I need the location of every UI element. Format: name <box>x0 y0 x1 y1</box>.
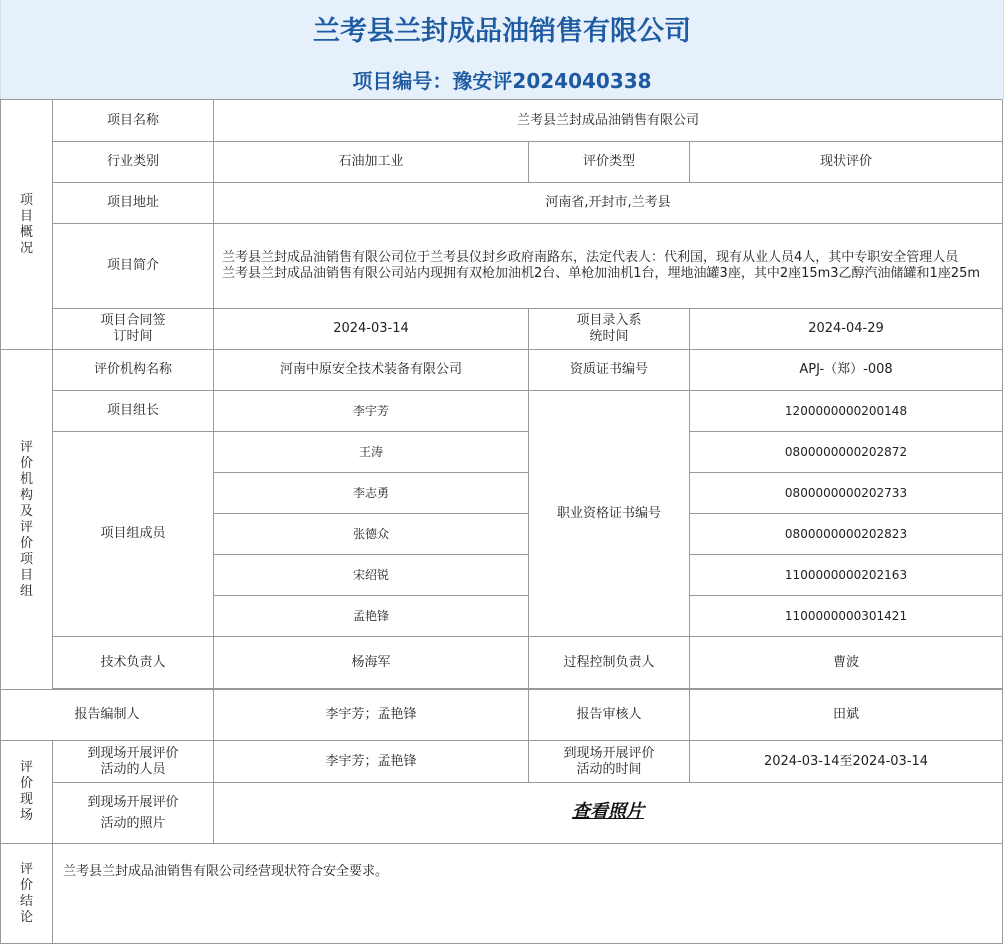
eval-type-label: 评价类型 <box>529 142 690 183</box>
site-staff-value: 李宇芳；孟艳锋 <box>214 741 529 783</box>
qualification-label: 职业资格证书编号 <box>529 391 690 637</box>
cert-label: 资质证书编号 <box>529 350 690 391</box>
member-cert: 1100000000202163 <box>690 555 1003 596</box>
member-name: 宋绍锐 <box>214 555 529 596</box>
tech-lead-value: 杨海军 <box>214 637 529 689</box>
row-intro <box>1 224 1003 309</box>
project-name-label: 项目名称 <box>53 100 214 142</box>
member-name: 李宇芳 <box>214 391 529 432</box>
site-staff-label-line-2: 活动的人员 <box>100 761 166 777</box>
eval-type-value: 现状评价 <box>690 142 1003 183</box>
intro-label: 项目简介 <box>53 224 214 309</box>
intro-line-1: 兰考县兰封成品油销售有限公司位于兰考县仪封乡政府南路东，法定代表人：代利国，现有从业人员4人，其中专职安全管理人员 <box>222 250 959 265</box>
project-name-value: 兰考县兰封成品油销售有限公司 <box>214 100 1003 142</box>
member-name: 孟艳锋 <box>214 596 529 637</box>
leader-label: 项目组长 <box>53 391 214 432</box>
row-report <box>1 690 1003 741</box>
site-time-label-line-1: 到现场开展评价 <box>563 745 655 761</box>
member-name: 李志勇 <box>214 473 529 514</box>
member-cert: 0800000000202872 <box>690 432 1003 473</box>
member-cert: 1200000000200148 <box>690 391 1003 432</box>
section-label-overview: 项目概况 <box>1 100 53 350</box>
row-industry <box>1 142 1003 183</box>
site-photo-label-line-2: 活动的照片 <box>100 816 166 831</box>
report-author-label: 报告编制人 <box>1 690 214 741</box>
site-time-value: 2024-03-14至2024-03-14 <box>690 741 1003 783</box>
members-label: 项目组成员 <box>53 432 214 637</box>
row-address <box>1 183 1003 224</box>
member-cert: 0800000000202733 <box>690 473 1003 514</box>
row-dates <box>1 309 1003 350</box>
team-member-row <box>1 432 1003 473</box>
address-value: 河南省,开封市,兰考县 <box>214 183 1003 224</box>
tech-lead-label: 技术负责人 <box>53 637 214 689</box>
page-header <box>0 0 1004 99</box>
conclusion-text: 兰考县兰封成品油销售有限公司经营现状符合安全要求。 <box>53 844 1003 944</box>
row-project-name <box>1 100 1003 142</box>
row-conclusion <box>1 844 1003 944</box>
org-value: 河南中原安全技术装备有限公司 <box>214 350 529 391</box>
site-photo-label <box>53 783 214 844</box>
report-author-value: 李宇芳；孟艳锋 <box>214 690 529 741</box>
process-lead-label: 过程控制负责人 <box>529 637 690 689</box>
section-label-team: 评价机构及评价项目组 <box>1 350 53 690</box>
contract-date-value: 2024-03-14 <box>214 309 529 350</box>
view-photos-link[interactable]: 查看照片 <box>572 801 644 822</box>
report-reviewer-label: 报告审核人 <box>529 690 690 741</box>
address-label: 项目地址 <box>53 183 214 224</box>
intro-value <box>214 224 1003 309</box>
team-member-row <box>1 391 1003 432</box>
site-photo-cell <box>214 783 1003 844</box>
member-name: 张德众 <box>214 514 529 555</box>
section-label-conclusion: 评价结论 <box>1 844 53 944</box>
site-time-label-line-2: 活动的时间 <box>576 761 642 777</box>
member-cert: 1100000000301421 <box>690 596 1003 637</box>
contract-date-label: 项目合同签订时间 <box>53 309 214 350</box>
company-title: 兰考县兰封成品油销售有限公司 <box>313 16 691 47</box>
site-staff-label <box>53 741 214 783</box>
row-site-photos <box>1 783 1003 844</box>
project-number: 项目编号：豫安评2024040338 <box>352 69 652 93</box>
report-reviewer-value: 田斌 <box>690 690 1003 741</box>
site-photo-label-line-1: 到现场开展评价 <box>87 795 179 810</box>
org-label: 评价机构名称 <box>53 350 214 391</box>
row-site-staff <box>1 741 1003 783</box>
row-responsible <box>1 637 1003 689</box>
member-cert: 0800000000202823 <box>690 514 1003 555</box>
intro-line-2: 兰考县兰封成品油销售有限公司站内现拥有双枪加油机2台、单枪加油机1台，埋地油罐3座，其中2座15m3乙醇汽油储罐和1座25m <box>222 266 981 281</box>
site-staff-label-line-1: 到现场开展评价 <box>87 745 179 761</box>
project-info-table <box>0 99 1003 944</box>
site-time-label <box>529 741 690 783</box>
row-org <box>1 350 1003 391</box>
industry-label: 行业类别 <box>53 142 214 183</box>
section-label-site: 评价现场 <box>1 741 53 844</box>
industry-value: 石油加工业 <box>214 142 529 183</box>
cert-value: APJ-（郑）-008 <box>690 350 1003 391</box>
entry-date-label: 项目录入系统时间 <box>529 309 690 350</box>
process-lead-value: 曹波 <box>690 637 1003 689</box>
member-name: 王涛 <box>214 432 529 473</box>
entry-date-value: 2024-04-29 <box>690 309 1003 350</box>
